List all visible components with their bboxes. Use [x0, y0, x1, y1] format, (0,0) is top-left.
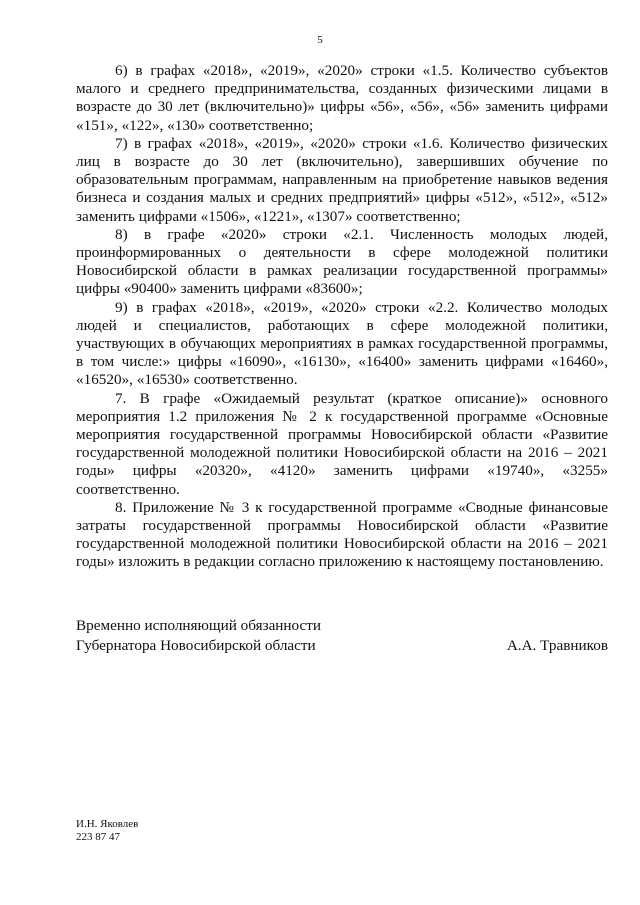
paragraph-section-8: 8. Приложение № 3 к государственной программе «Сводные финансовые затраты государственной программы Новосибирской области «Развитие государственной молодежной политики Новосибирской области на 2016 – 2021 годы» изложить в редакции согласно приложению к настоящему постановлению.: [76, 498, 608, 571]
signatory-position: Временно исполняющий обязанности: [76, 617, 322, 634]
document-body: [76, 62, 608, 572]
signatory-name: А.А. Травников: [506, 637, 608, 654]
signature-row: [76, 636, 608, 656]
page-number: 5: [317, 34, 323, 46]
paragraph-item-9: 9) в графах «2018», «2019», «2020» строки «2.2. Количество молодых людей и специалистов, работающих в сфере молодежной политики, участвующих в обучающих мероприятиях в рамках государственной программы, в том числе:» цифры «16090», «16130», «16400» заменить цифрами «16460», «16520», «16530» соответственно.: [76, 298, 608, 389]
paragraph-item-7: 7) в графах «2018», «2019», «2020» строки «1.6. Количество физических лиц в возрасте до 30 лет (включительно), завершивших обучение по образовательным программам, направленным на приобретение навыков ведения бизнеса и создания малых и средних предприятий» цифры «512», «512», «512» заменить цифрами «1506», «1221», «1307» соответственно;: [76, 134, 608, 225]
signatory-office: Губернатора Новосибирской области: [76, 637, 316, 654]
executor-name: И.Н. Яковлев: [76, 818, 139, 830]
paragraph-item-8: 8) в графе «2020» строки «2.1. Численность молодых людей, проинформированных о деятельности в сфере молодежной политики Новосибирской области в рамках реализации государственной программы» цифры «90400» заменить цифрами «83600»;: [76, 225, 608, 298]
executor-info: [76, 818, 138, 844]
paragraph-item-6: 6) в графах «2018», «2019», «2020» строки «1.5. Количество субъектов малого и среднего предпринимательства, созданных физическими лицами в возрасте до 30 лет (включительно)» цифры «56», «56», «56» заменить цифрами «151», «122», «130» соответственно;: [76, 62, 608, 134]
signature-block: [76, 616, 608, 656]
paragraph-section-7: 7. В графе «Ожидаемый результат (краткое описание)» основного мероприятия 1.2 приложения № 2 к государственной программе «Основные мероприятия государственной программы Новосибирской области «Развитие государственной молодежной политики Новосибирской области на 2016 – 2021 годы» цифры «20320», «4120» заменить цифрами «19740», «3255» соответственно.: [76, 389, 608, 498]
executor-phone: 223 87 47: [76, 831, 120, 843]
